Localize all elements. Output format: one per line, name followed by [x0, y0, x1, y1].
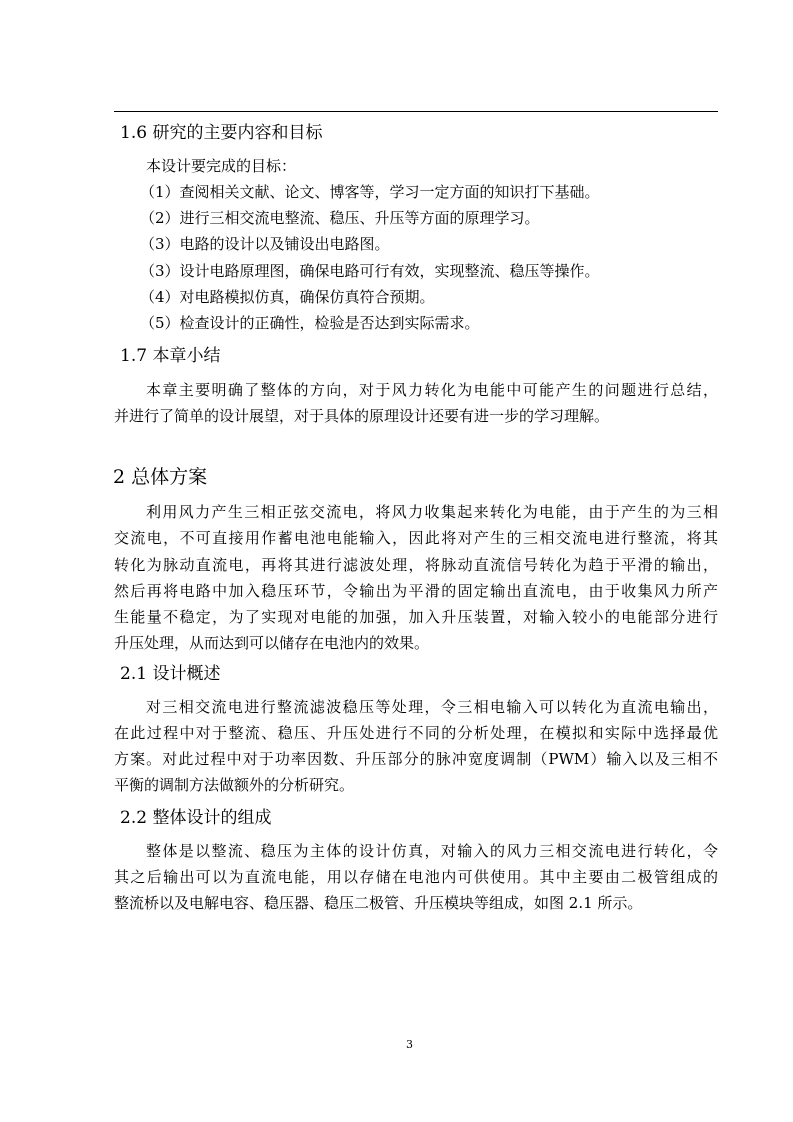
chapter-heading-2: 2 总体方案 [113, 466, 208, 488]
paragraph-line: 整流桥以及电解电容、稳压器、稳压二极管、升压模块等组成，如图 2.1 所示。 [114, 894, 643, 912]
goal-item: （1）查阅相关文献、论文、博客等，学习一定方面的知识打下基础。 [140, 183, 600, 201]
paragraph-line: 交流电，不可直接用作蓄电池电能输入，因此将对产生的三相交流电进行整流，将其 [114, 529, 718, 547]
goal-item: （4）对电路模拟仿真，确保仿真符合预期。 [140, 288, 435, 306]
paragraph-line: 转化为脉动直流电，再将其进行滤波处理，将脉动直流信号转化为趋于平滑的输出， [114, 556, 718, 574]
goal-item: （5）检查设计的正确性，检验是否达到实际需求。 [140, 314, 480, 332]
section-heading-2-1: 2.1 设计概述 [120, 664, 221, 684]
paragraph-line: 升压处理，从而达到可以储存在电池内的效果。 [114, 634, 430, 652]
paragraph-line: 在此过程中对于整流、稳压、升压处进行不同的分析处理，在模拟和实际中选择最优 [114, 724, 718, 742]
goal-item: （3）设计电路原理图，确保电路可行有效，实现整流、稳压等操作。 [140, 262, 600, 280]
section-heading-1-6: 1.6 研究的主要内容和目标 [120, 123, 323, 143]
paragraph-line: 其之后输出可以为直流电能，用以存储在电池内可供使用。其中主要由二极管组成的 [114, 868, 718, 886]
goal-item: （2）进行三相交流电整流、稳压、升压等方面的原理学习。 [140, 209, 540, 227]
paragraph-line: 整体是以整流、稳压为主体的设计仿真，对输入的风力三相交流电进行转化，令 [146, 842, 718, 860]
header-rule [114, 111, 718, 112]
goal-item: （3）电路的设计以及铺设出电路图。 [140, 235, 390, 253]
paragraph-line: 对三相交流电进行整流滤波稳压等处理，令三相电输入可以转化为直流电输出， [146, 698, 718, 716]
paragraph-line: 平衡的调制方法做额外的分析研究。 [114, 776, 355, 794]
paragraph-line: 本章主要明确了整体的方向，对于风力转化为电能中可能产生的问题进行总结， [146, 381, 718, 399]
paragraph-line: 并进行了简单的设计展望，对于具体的原理设计还要有进一步的学习理解。 [114, 407, 610, 425]
paragraph-line: 然后再将电路中加入稳压环节，令输出为平滑的固定输出直流电，由于收集风力所产 [114, 582, 718, 600]
page-number: 3 [406, 1038, 413, 1051]
section-heading-1-7: 1.7 本章小结 [120, 346, 221, 366]
section-heading-2-2: 2.2 整体设计的组成 [120, 808, 272, 828]
paragraph-line: 利用风力产生三相正弦交流电，将风力收集起来转化为电能，由于产生的为三相 [146, 503, 718, 521]
goals-intro: 本设计要完成的目标： [146, 157, 297, 175]
paragraph-line: 方案。对此过程中对于功率因数、升压部分的脉冲宽度调制（PWM）输入以及三相不 [114, 750, 718, 768]
paragraph-line: 生能量不稳定，为了实现对电能的加强，加入升压装置，对输入较小的电能部分进行 [114, 608, 718, 626]
